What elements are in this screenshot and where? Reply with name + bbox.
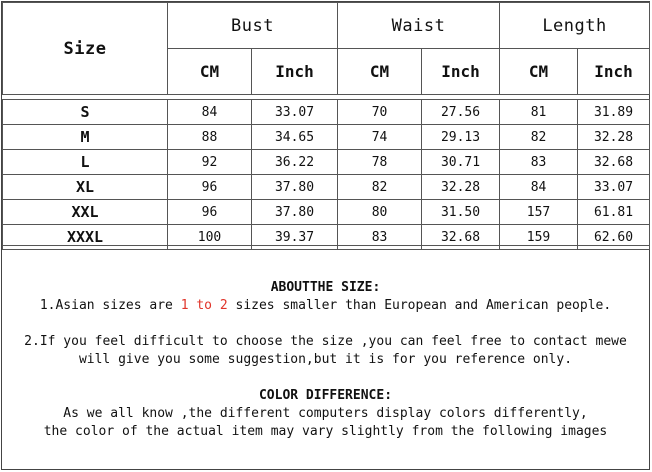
table-row (3, 200, 650, 225)
table-cell: 84 (168, 100, 252, 125)
notes-section (2, 245, 649, 470)
table-cell: 159 (500, 225, 578, 250)
header-row-groups (3, 3, 650, 49)
table-cell: 74 (338, 125, 422, 150)
table-row (3, 175, 650, 200)
table-cell: 84 (500, 175, 578, 200)
table-cell: 31.50 (422, 200, 500, 225)
unit-header: Inch (578, 49, 650, 95)
table-cell: 92 (168, 150, 252, 175)
unit-header: CM (500, 49, 578, 95)
table-cell: 83 (338, 225, 422, 250)
color-note-line1: As we all know ,the different computers display colors differently, (63, 406, 588, 421)
length-header: Length (500, 3, 650, 49)
size-column-header: Size (3, 3, 168, 95)
note1-text-end: sizes smaller than European and American people. (227, 298, 612, 313)
table-cell: 32.28 (422, 175, 500, 200)
note1-highlight: 1 to 2 (180, 298, 228, 313)
unit-header: CM (338, 49, 422, 95)
table-cell: 37.80 (252, 175, 338, 200)
bust-header: Bust (168, 3, 338, 49)
table-cell: 33.07 (578, 175, 650, 200)
size-label: L (3, 150, 168, 175)
size-table (2, 2, 650, 250)
table-cell: 30.71 (422, 150, 500, 175)
color-heading: COLOR DIFFERENCE: (258, 388, 393, 403)
table-cell: 157 (500, 200, 578, 225)
size-label: XXL (3, 200, 168, 225)
color-note-line2: the color of the actual item may vary slightly from the following images (43, 424, 608, 439)
table-cell: 88 (168, 125, 252, 150)
note-contact-line1: 2.If you feel difficult to choose the size ,you can feel free to contact mewe (24, 334, 627, 349)
note1-text-start: 1.Asian sizes are (39, 298, 181, 313)
size-heading: ABOUTTHE SIZE: (270, 280, 381, 295)
table-cell: 62.60 (578, 225, 650, 250)
size-label: XL (3, 175, 168, 200)
table-cell: 32.68 (578, 150, 650, 175)
table-cell: 37.80 (252, 200, 338, 225)
size-label: XXXL (3, 225, 168, 250)
table-cell: 32.28 (578, 125, 650, 150)
table-cell: 61.81 (578, 200, 650, 225)
table-cell: 100 (168, 225, 252, 250)
size-chart (1, 1, 650, 470)
size-label: M (3, 125, 168, 150)
table-cell: 83 (500, 150, 578, 175)
table-cell: 36.22 (252, 150, 338, 175)
waist-header: Waist (338, 3, 500, 49)
size-label: S (3, 100, 168, 125)
table-cell: 81 (500, 100, 578, 125)
table-cell: 27.56 (422, 100, 500, 125)
unit-header: CM (168, 49, 252, 95)
table-cell: 29.13 (422, 125, 500, 150)
table-cell: 70 (338, 100, 422, 125)
unit-header: Inch (422, 49, 500, 95)
note-asian-sizes (2, 298, 649, 313)
unit-header: Inch (252, 49, 338, 95)
table-cell: 80 (338, 200, 422, 225)
table-cell: 31.89 (578, 100, 650, 125)
table-row (3, 100, 650, 125)
table-cell: 78 (338, 150, 422, 175)
table-cell: 96 (168, 175, 252, 200)
table-row (3, 125, 650, 150)
table-cell: 34.65 (252, 125, 338, 150)
table-row (3, 150, 650, 175)
table-cell: 33.07 (252, 100, 338, 125)
table-cell: 82 (500, 125, 578, 150)
table-cell: 96 (168, 200, 252, 225)
table-cell: 39.37 (252, 225, 338, 250)
note-contact-line2: will give you some suggestion,but it is for you reference only. (78, 352, 573, 367)
table-cell: 32.68 (422, 225, 500, 250)
table-cell: 82 (338, 175, 422, 200)
